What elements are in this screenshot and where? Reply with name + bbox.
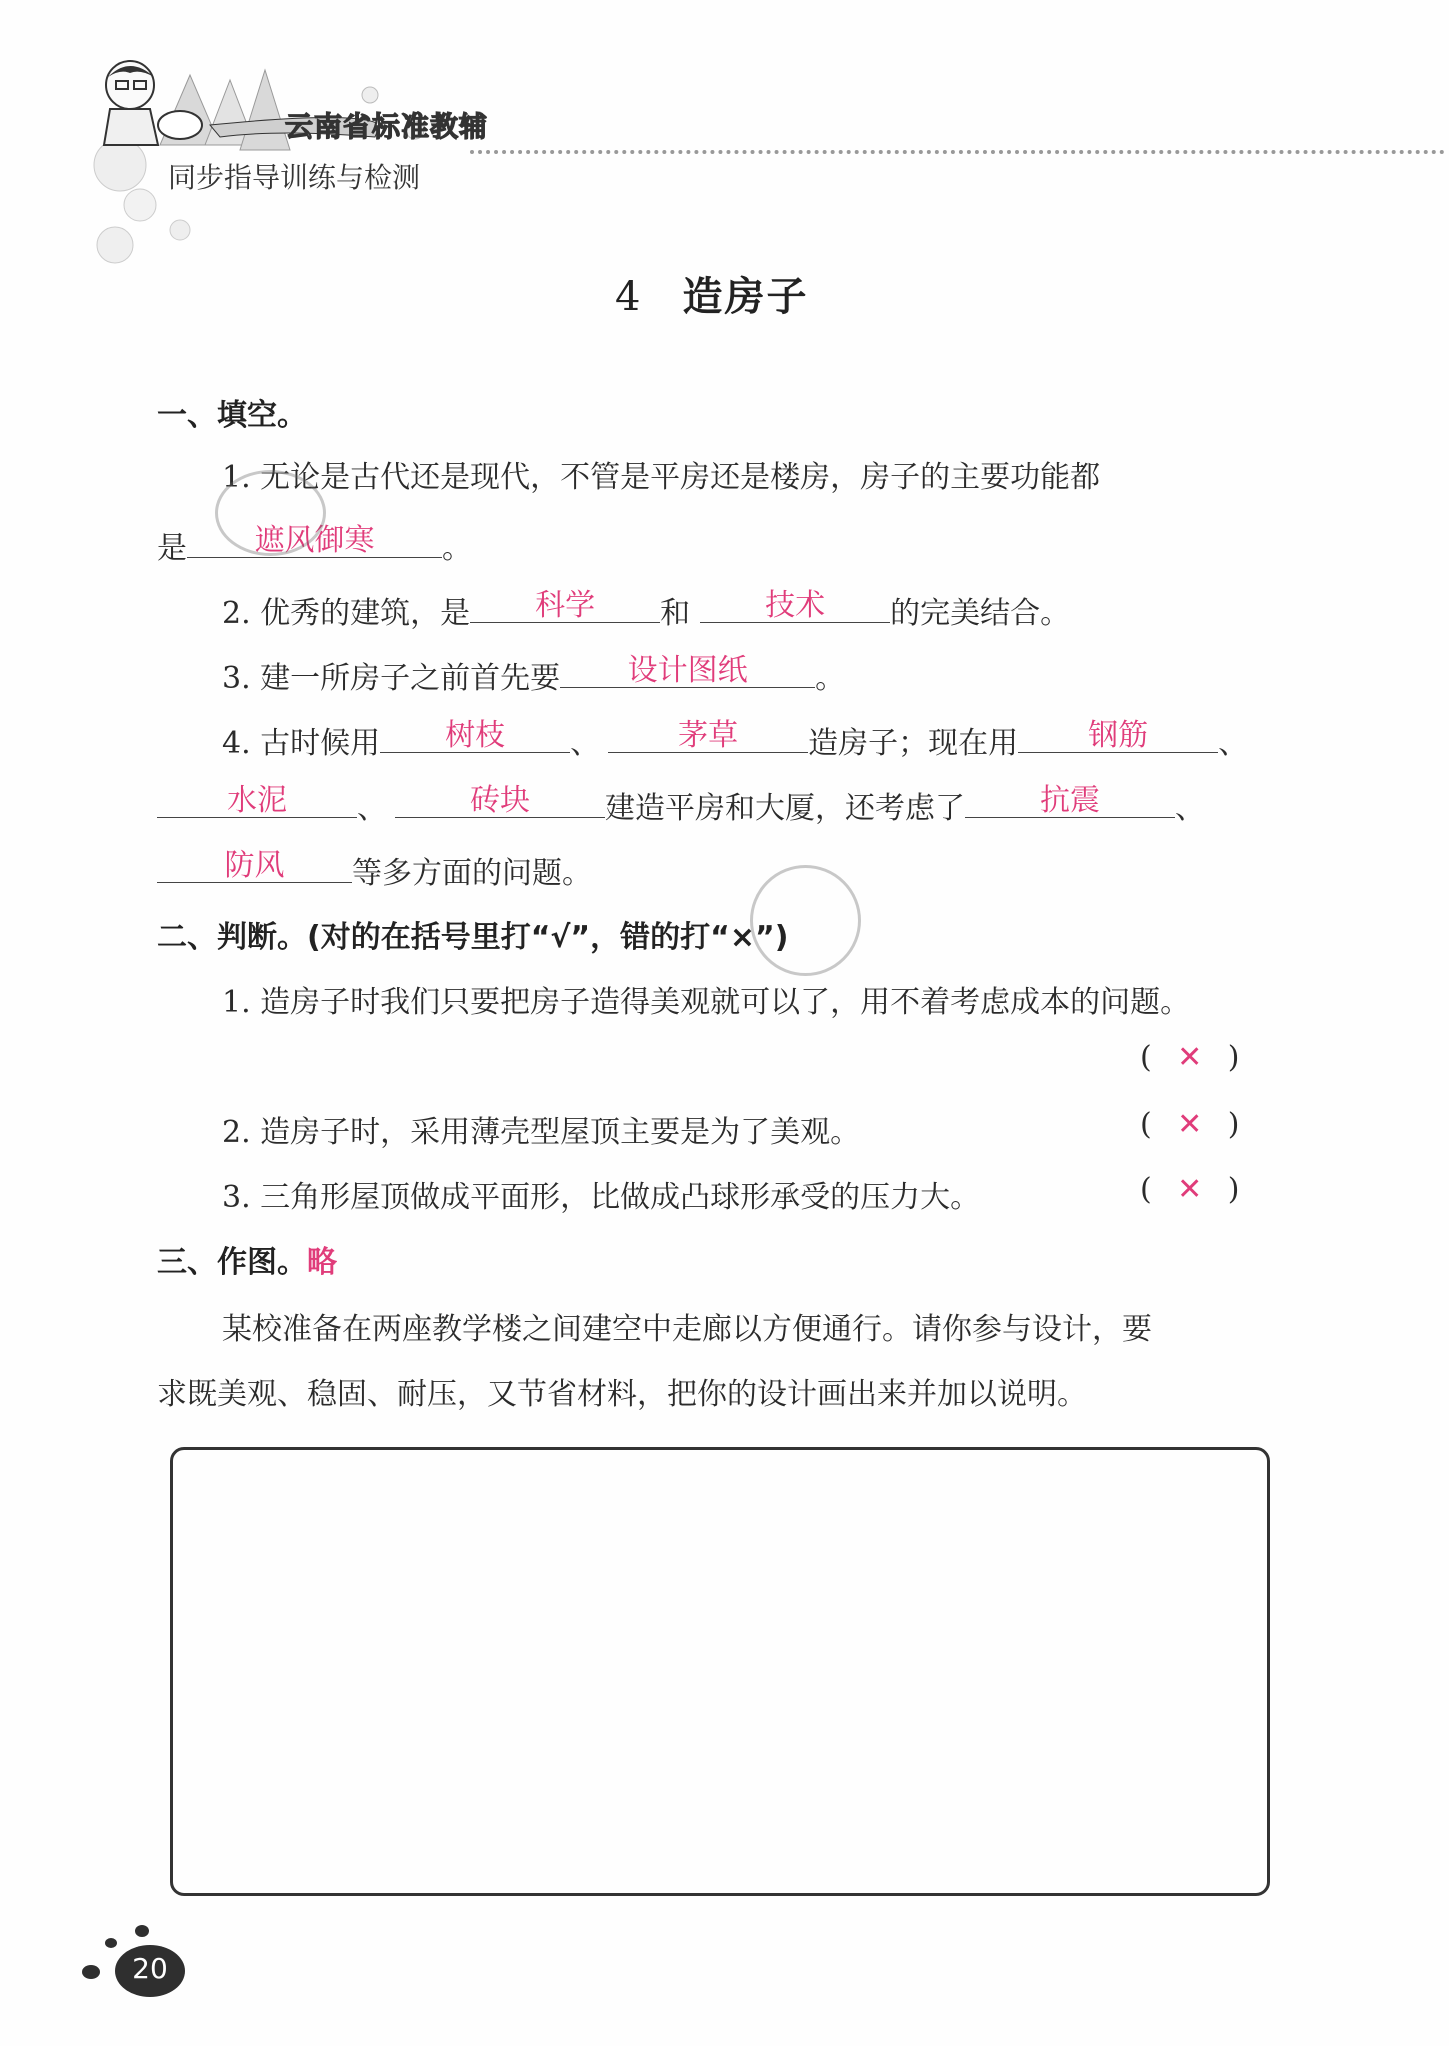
q2-line: 2. 优秀的建筑，是 科学 和 技术 的完美结合。 xyxy=(222,582,1070,632)
drawing-prompt-line2: 求既美观、稳固、耐压，又节省材料，把你的设计画出来并加以说明。 xyxy=(157,1377,1087,1412)
q4-answer-5: 砖块 xyxy=(470,783,530,818)
q4-blank-7[interactable] xyxy=(157,842,352,883)
judge-item-3-text: 3. 三角形屋顶做成平面形，比做成凸球形承受的压力大。 xyxy=(222,1180,981,1215)
drawing-answer-box[interactable] xyxy=(170,1447,1270,1896)
q4-blank-6[interactable] xyxy=(965,777,1175,818)
watermark-stamp xyxy=(750,865,861,976)
section-judge-heading: 二、判断。(对的在括号里打“√”，错的打“×”) xyxy=(157,920,789,955)
q3-answer: 设计图纸 xyxy=(627,653,748,688)
q4-line3: 防风 等多方面的问题。 xyxy=(157,842,592,892)
q2-answer-1: 科学 xyxy=(535,588,596,623)
q4-answer-3: 钢筋 xyxy=(1088,718,1149,753)
q4-blank-1[interactable] xyxy=(380,712,570,753)
drawing-answer: 略 xyxy=(307,1245,337,1280)
section-drawing-heading: 三、作图。略 xyxy=(157,1245,337,1280)
q1-line2: 是 遮风御寒 。 xyxy=(157,517,472,567)
q4-line2: 水泥 、 砖块 建造平房和大厦，还考虑了 抗震 、 xyxy=(157,777,1205,827)
q2-answer-2: 技术 xyxy=(765,588,826,623)
page-badge-dot xyxy=(135,1925,149,1937)
judge-item-1-parens[interactable]: ( ✕ ) xyxy=(1140,1040,1240,1075)
chapter-number: 4 xyxy=(615,274,643,320)
q3-line: 3. 建一所房子之前首先要 设计图纸 。 xyxy=(222,647,845,697)
judge-item-2-parens[interactable]: ( ✕ ) xyxy=(1140,1107,1240,1142)
watermark-stamp xyxy=(215,470,326,556)
q1-answer: 遮风御寒 xyxy=(254,523,375,558)
q2-blank-2[interactable] xyxy=(700,582,890,623)
page-badge-dot xyxy=(105,1938,117,1948)
chapter-name: 造房子 xyxy=(682,273,809,320)
judge-item-3-answer: ✕ xyxy=(1177,1172,1203,1207)
judge-item-2-answer: ✕ xyxy=(1177,1107,1203,1142)
judge-item-2-text: 2. 造房子时，采用薄壳型屋顶主要是为了美观。 xyxy=(222,1115,861,1150)
series-subtitle: 同步指导训练与检测 xyxy=(168,161,421,194)
q4-answer-2: 茅草 xyxy=(678,718,739,753)
q4-blank-2[interactable] xyxy=(608,712,808,753)
q4-answer-4: 水泥 xyxy=(227,783,287,818)
page-number: 20 xyxy=(132,1952,168,1985)
q4-answer-1: 树枝 xyxy=(445,718,506,753)
judge-item-3-parens[interactable]: ( ✕ ) xyxy=(1140,1172,1240,1207)
section-fill-blank-heading: 一、填空。 xyxy=(157,398,307,433)
q4-blank-3[interactable] xyxy=(1018,712,1218,753)
q3-blank[interactable] xyxy=(560,647,815,688)
q4-answer-7: 防风 xyxy=(224,848,285,883)
page-badge-dot xyxy=(82,1965,100,1979)
series-title: 云南省标准教辅 xyxy=(285,110,489,143)
chapter-title xyxy=(615,265,808,322)
q2-blank-1[interactable] xyxy=(470,582,660,623)
q4-answer-6: 抗震 xyxy=(1040,783,1100,818)
q4-blank-5[interactable] xyxy=(395,777,605,818)
q1-text: 1. 无论是古代还是现代，不管是平房还是楼房，房子的主要功能都 xyxy=(222,460,1101,495)
judge-item-1-text: 1. 造房子时我们只要把房子造得美观就可以了，用不着考虑成本的问题。 xyxy=(222,985,1191,1020)
header-dotted-rule xyxy=(470,150,1445,154)
q4-blank-4[interactable] xyxy=(157,777,357,818)
drawing-prompt-line1: 某校准备在两座教学楼之间建空中走廊以方便通行。请你参与设计，要 xyxy=(222,1312,1152,1347)
judge-item-1-answer: ✕ xyxy=(1177,1040,1203,1075)
q4-line1: 4. 古时候用 树枝 、 茅草 造房子；现在用 钢筋 、 xyxy=(222,712,1248,762)
